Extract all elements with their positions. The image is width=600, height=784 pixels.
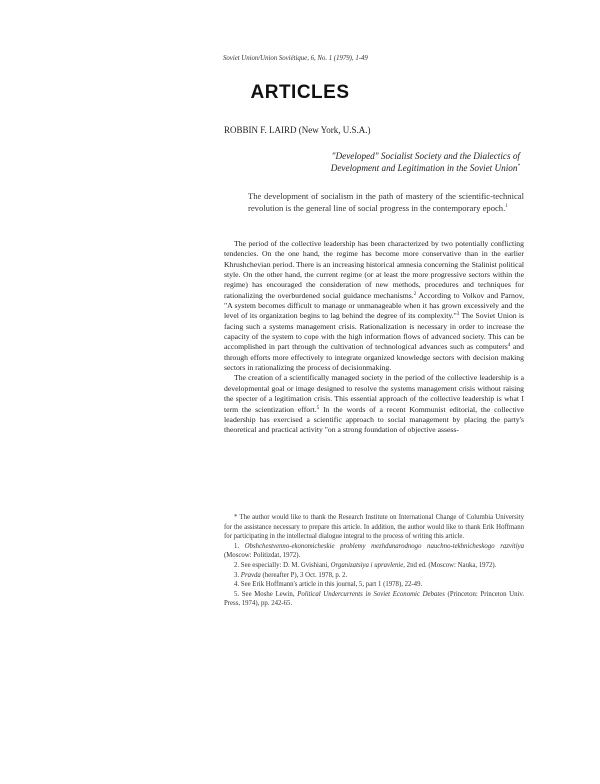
p1-text-c: The Soviet Union is facing such a systems management crisis. Rationalization is necessary in order to increase the capacity of the system to cope with the high information flows of advanced society. This can be accomplished in part through the cultivation of technological advances such as computers [224,311,524,352]
footnote-1-num: 1. [234,542,245,550]
p1-note-3: 3 [456,312,460,318]
article-title-line-2 [0,162,520,174]
footnote-2-title: Organizatsiya i upravlenie [330,561,404,569]
p2-text-a: The creation of a scientifically managed society in the period of the collective leadership is a developmental goal or image designed to resolve the systems management crisis without raising the specter of a legitimation crisis. This essential approach of the collective leadership is what I term the scientization effort. [224,373,524,414]
footnote-2-num: 2. See especially: D. M. Gvishiani, [234,561,331,569]
epigraph-text: The development of socialism in the path of mastery of the scientific-technical revolution is the general line of social progress in the contemporary epoch. [248,191,524,213]
author-line: ROBBIN F. LAIRD (New York, U.S.A.) [224,125,371,135]
body-paragraph-1 [224,239,524,373]
footnote-1-rest: (Moscow: Politizdat, 1972). [224,552,301,560]
footnote-5-num: 5. See Moshe Lewin, [234,590,298,598]
footnote-2 [224,561,524,571]
p2-note-5: 5 [316,405,320,411]
footnote-1 [224,542,524,561]
footnote-1-title: Obshchestvenno-ekonomicheskie problemy mezhdunarodnogo nauchno-tekhnicheskogo razvitiya [244,542,524,550]
section-title: ARTICLES [250,82,350,103]
p1-note-4: 4 [507,343,511,349]
footnotes [224,513,524,609]
article-title-note-mark: * [517,164,520,169]
p1-text-d: and through efforts more effectively to integrate organized knowledge sectors with decision making sectors in rationalizing the process of decisionmaking. [224,342,524,373]
footnote-2-rest: , 2nd ed. (Moscow: Nauka, 1972). [403,561,497,569]
footnote-4: 4. See Erik Hoffmann's article in this journal, 5, part 1 (1978), 22-49. [234,581,423,589]
article-title-line-2-text: Development and Legitimation in the Soviet Union [330,163,518,173]
footnote-5-title: Political Undercurrents in Soviet Economic Debates [297,590,445,598]
running-header: Soviet Union/Union Soviétique, 6, No. 1 (1979), 1-49 [223,55,368,62]
article-title-line-1: "Developed" Socialist Society and the Dialectics of [331,151,520,161]
p1-text-b: According to Volkov and Parnov, "A system becomes difficult to manage or unmanageable when it has grown excessively and the level of its organization begins to lag behind the degree of its complexity." [224,290,524,321]
epigraph-note-mark: 1 [505,204,508,209]
article-title [0,150,520,174]
p2-text-b: In the words of a recent Kommunist editorial, the collective leadership has exercised a scientific approach to social management by placing the party's theoretical and practical activity "on a strong foundation of objective assess- [224,404,524,435]
footnote-5 [224,590,524,609]
footnote-3-title: Pravda [240,571,261,579]
footnote-3-rest: (hereafter P), 3 Oct. 1978, p. 2. [260,571,348,579]
p1-text-a: The period of the collective leadership has been characterized by two potentially conflicting tendencies. On the one hand, the regime has become more conservative than in the earlier Khrushchevian period. There is an increasing historical amnesia concerning the Stalinist political style. On the other hand, the current regime (or at least the more progressive sectors within the regime) has encouraged the consideration of new methods, procedures and techniques for rationalizing the overburdened social guidance mechanisms. [224,239,524,300]
epigraph [248,190,524,214]
footnote-5-rest: (Princeton: Princeton Univ. Press, 1974), pp. 242-65. [224,590,525,608]
p1-note-2: 2 [413,291,417,297]
footnote-3-num: 3. [234,571,241,579]
footnote-star: * The author would like to thank the Research Institute on International Change of Columbia University for the assistance necessary to prepare this article. In addition, the author would like to thank Erik Hoffmann for participating in the intellectual dialogue integral to the process of writing this article. [224,514,524,541]
footnote-3 [224,571,524,581]
body-paragraph-2 [224,373,524,435]
article-body [224,239,524,436]
